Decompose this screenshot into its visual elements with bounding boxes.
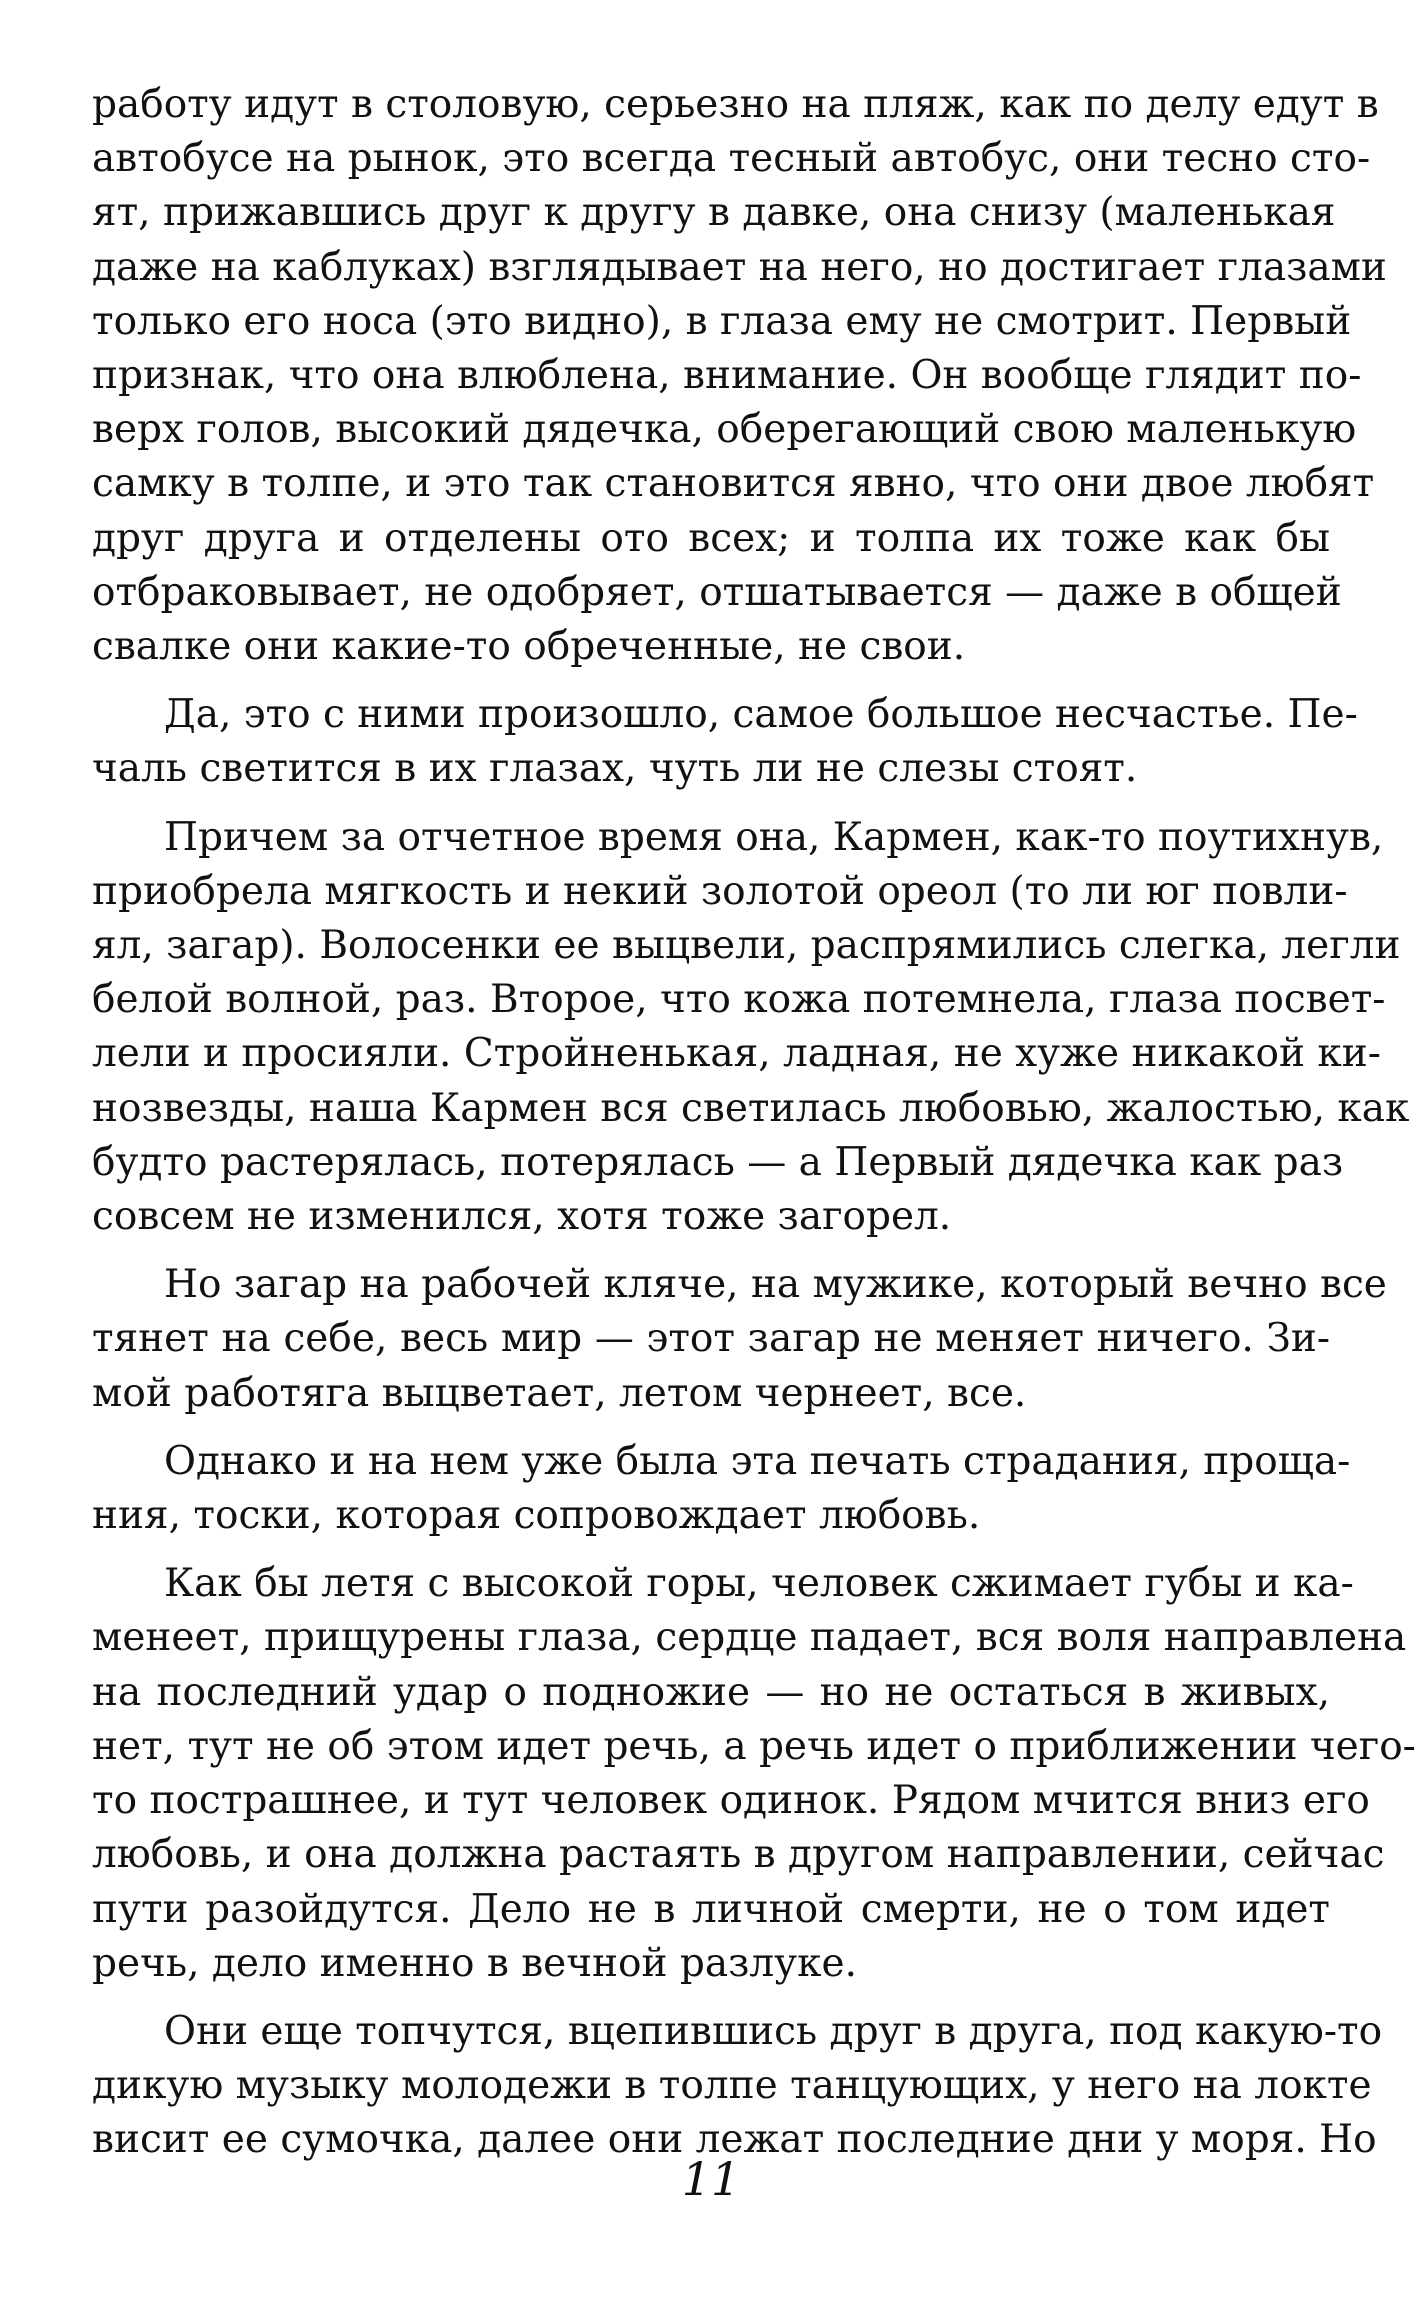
text-line: признак, что она влюблена, внимание. Он вообще глядит по- — [92, 353, 1362, 399]
text-line: приобрела мягкость и некий золотой ореол (то ли юг повли- — [92, 868, 1348, 914]
text-line: Однако и на нем уже была эта печать страдания, проща- — [164, 1438, 1351, 1484]
page-number: 11 — [681, 2152, 741, 2206]
paragraph — [92, 78, 1387, 674]
text-line: нозвезды, наша Кармен вся светилась любовью, жалостью, как — [92, 1085, 1410, 1131]
text-line: Но загар на рабочей кляче, на мужике, который вечно все — [164, 1262, 1387, 1308]
text-line: друг друга и отделены ото всех; и толпа их тоже как бы — [92, 515, 1330, 561]
text-line: пути разойдутся. Дело не в личной смерти, не о том идет — [92, 1886, 1330, 1932]
text-line: лели и просияли. Стройненькая, ладная, не хуже никакой ки- — [92, 1031, 1381, 1077]
text-line: Причем за отчетное время она, Кармен, как-то поутихнув, — [164, 814, 1384, 860]
text-line: висит ее сумочка, далее они лежат последние дни у моря. Но — [92, 2117, 1377, 2163]
text-line: чаль светится в их глазах, чуть ли не слезы стоят. — [92, 746, 1138, 792]
text-line: на последний удар о подножие — но не остаться в живых, — [92, 1669, 1330, 1715]
text-line: Да, это с ними произошло, самое большое несчастье. Пе- — [164, 692, 1358, 738]
paragraph — [92, 688, 1358, 796]
text-line: белой волной, раз. Второе, что кожа потемнела, глаза посвет- — [92, 977, 1386, 1023]
text-line: даже на каблуках) взглядывает на него, но достигает глазами — [92, 244, 1387, 290]
text-line: тянет на себе, весь мир — этот загар не меняет ничего. Зи- — [92, 1316, 1330, 1362]
text-line: совсем не изменился, хотя тоже загорел. — [92, 1194, 952, 1240]
text-line: самку в толпе, и это так становится явно, что они двое любят — [92, 461, 1375, 507]
text-line: Как бы летя с высокой горы, человек сжимает губы и ка- — [164, 1561, 1354, 1607]
paragraph — [92, 1258, 1387, 1421]
text-line: работу идут в столовую, серьезно на пляж, как по делу едут в — [92, 82, 1379, 127]
text-line: ят, прижавшись друг к другу в давке, она снизу (маленькая — [92, 190, 1336, 236]
text-line: то пострашнее, и тут человек одинок. Рядом мчится вниз его — [92, 1778, 1370, 1824]
body-text — [92, 78, 1416, 2182]
text-line: менеет, прищурены глаза, сердце падает, вся воля направлена — [92, 1615, 1407, 1661]
text-line: нет, тут не об этом идет речь, а речь идет о приближении чего- — [92, 1723, 1416, 1769]
text-line: будто растерялась, потерялась — а Первый дядечка как раз — [92, 1139, 1344, 1185]
text-line: свалке они какие-то обреченные, не свои. — [92, 624, 966, 670]
text-line: любовь, и она должна растаять в другом направлении, сейчас — [92, 1832, 1385, 1878]
text-line: отбраковывает, не одобряет, отшатывается — даже в общей — [92, 569, 1342, 615]
text-line: речь, дело именно в вечной разлуке. — [92, 1940, 857, 1986]
text-line: Они еще топчутся, вцепившись друг в друга, под какую-то — [164, 2008, 1383, 2054]
text-line: ния, тоски, которая сопровождает любовь. — [92, 1493, 981, 1539]
text-line: дикую музыку молодежи в толпе танцующих, у него на локте — [92, 2063, 1372, 2109]
paragraph — [92, 2005, 1383, 2168]
paragraph — [92, 1435, 1351, 1543]
text-line: автобусе на рынок, это всегда тесный автобус, они тесно сто- — [92, 136, 1371, 182]
text-line: верх голов, высокий дядечка, оберегающий свою маленькую — [92, 407, 1357, 453]
text-line: мой работяга выцветает, летом чернеет, все. — [92, 1370, 1027, 1416]
text-line: только его носа (это видно), в глаза ему не смотрит. Первый — [92, 298, 1352, 344]
paragraph — [92, 1557, 1416, 1991]
paragraph — [92, 811, 1410, 1245]
text-line: ял, загар). Волосенки ее выцвели, распрямились слегка, легли — [92, 923, 1401, 969]
